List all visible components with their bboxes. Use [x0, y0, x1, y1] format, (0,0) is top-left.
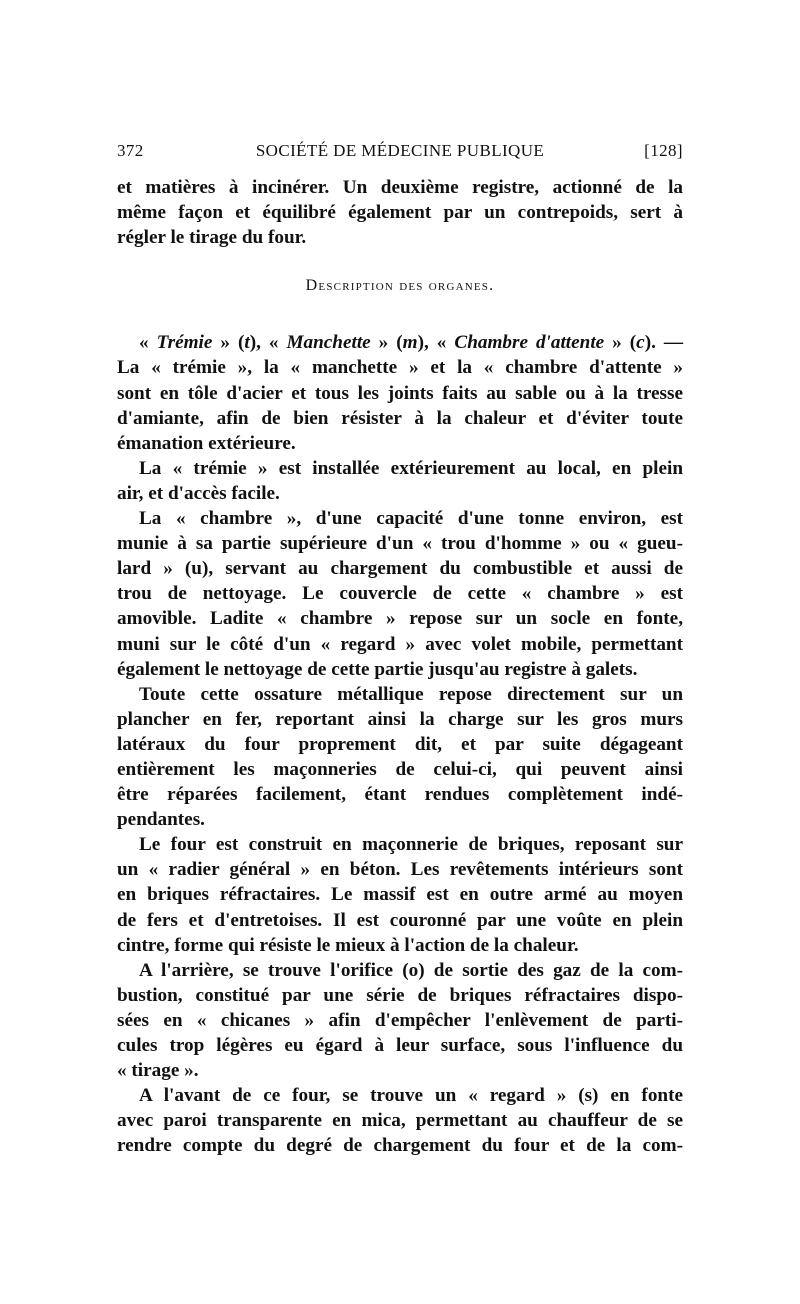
body-text [117, 175, 683, 1158]
text-line: trou de nettoyage. Le couvercle de cette « chambre » est [117, 583, 683, 605]
text-line: La « chambre », d'une capacité d'une tonne environ, est [139, 508, 683, 530]
term-chambre: Chambre d'attente [454, 332, 605, 354]
text-line: émanation extérieure. [117, 432, 296, 454]
paragraph-lead-line: « Trémie » (t), « Manchette » (m), « Chambre d'attente » (c). — [139, 332, 684, 354]
term-tremie: Trémie [156, 332, 213, 354]
term-manchette: Manchette [286, 332, 371, 354]
text-line: « tirage ». [117, 1060, 199, 1082]
text-line: cules trop légères eu égard à leur surface, sous l'influence du [117, 1035, 683, 1056]
text-line: d'amiante, afin de bien résister à la chaleur et d'éviter toute [117, 407, 683, 429]
text-line: Toute cette ossature métallique repose directement sur un [139, 683, 683, 705]
text-line: également le nettoyage de cette partie jusqu'au registre à galets. [117, 658, 638, 680]
text-line: même façon et équilibré également par un contrepoids, sert à [117, 202, 683, 224]
text-line: et matières à incinérer. Un deuxième registre, actionné de la [117, 177, 683, 198]
text-line: munie à sa partie supérieure d'un « trou d'homme » ou « gueu- [117, 533, 683, 555]
text-line: air, et d'accès facile. [117, 482, 280, 504]
text-line: bustion, constitué par une série de briques réfractaires dispo- [117, 984, 683, 1006]
section-number: [128] [644, 141, 683, 160]
text-line: muni sur le côté d'un « regard » avec volet mobile, permettant [117, 633, 683, 655]
text-line: sées en « chicanes » afin d'empêcher l'enlèvement de parti- [117, 1009, 683, 1031]
text-line: entièrement les maçonneries de celui-ci, qui peuvent ainsi [117, 758, 683, 780]
section-heading: Description des organes. [305, 277, 495, 295]
text-line: La « trémie » est installée extérieurement au local, en plein [139, 457, 683, 479]
text-line: A l'avant de ce four, se trouve un « regard » (s) en fonte [139, 1085, 683, 1107]
text-line: avec paroi transparente en mica, permettant au chauffeur de se [117, 1110, 683, 1132]
text-line: être réparées facilement, étant rendues complètement indé- [117, 784, 683, 806]
text-line: latéraux du four proprement dit, et par suite dégageant [117, 733, 683, 755]
text-line: cintre, forme qui résiste le mieux à l'action de la chaleur. [117, 934, 579, 956]
text-line: régler le tirage du four. [117, 227, 307, 249]
text-line: rendre compte du degré de chargement du four et de la com- [117, 1135, 683, 1157]
running-title: SOCIÉTÉ DE MÉDECINE PUBLIQUE [255, 141, 545, 160]
text-line: amovible. Ladite « chambre » repose sur un socle en fonte, [117, 608, 683, 630]
page-header [117, 141, 683, 165]
text-line: en briques réfractaires. Le massif est en outre armé au moyen [117, 884, 683, 906]
text-line: lard » (u), servant au chargement du combustible et aussi de [117, 558, 683, 580]
text-line: Le four est construit en maçonnerie de briques, reposant sur [139, 834, 683, 856]
text-line: plancher en fer, reportant ainsi la charge sur les gros murs [117, 708, 683, 730]
text-line: un « radier général » en béton. Les revêtements intérieurs sont [117, 859, 683, 881]
text-line: La « trémie », la « manchette » et la « chambre d'attente » [117, 357, 683, 379]
text-line: de fers et d'entretoises. Il est couronné par une voûte en plein [117, 909, 683, 931]
text-line: pendantes. [117, 809, 205, 831]
text-line: A l'arrière, se trouve l'orifice (o) de sortie des gaz de la com- [139, 959, 683, 981]
text-line: sont en tôle d'acier et tous les joints faits au sable ou à la tresse [117, 382, 683, 404]
page-number: 372 [117, 141, 144, 160]
